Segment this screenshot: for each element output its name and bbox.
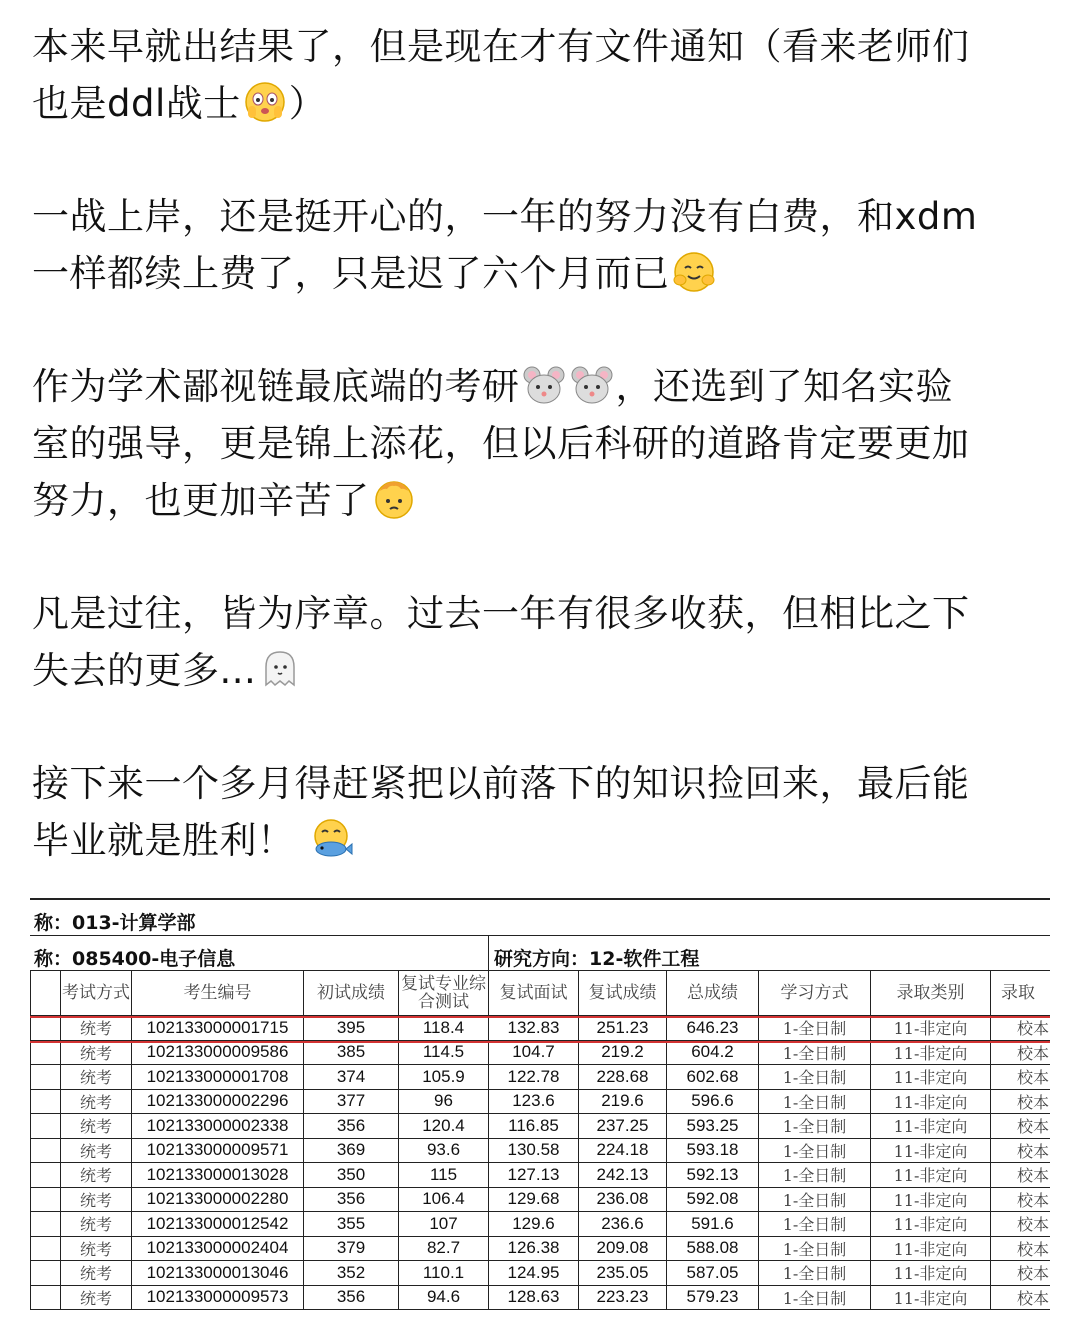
cell-admission: 校本 — [991, 1236, 1051, 1261]
cell-study-mode: 1-全日制 — [759, 1163, 871, 1188]
cell-row-marker — [31, 1089, 61, 1114]
highlight-line-top — [30, 1016, 1050, 1018]
cell-prelim-score: 395 — [304, 1016, 399, 1041]
cell-prelim-score: 356 — [304, 1285, 399, 1310]
cell-exam-type: 统考 — [61, 1163, 132, 1188]
cell-interview-score: 116.85 — [489, 1114, 579, 1139]
cell-admission: 校本 — [991, 1114, 1051, 1139]
col-header-total: 总成绩 — [667, 971, 759, 1016]
paragraph-2-line-2: 一样都续上费了，只是迟了六个月而已 — [32, 252, 670, 295]
cell-total-score: 646.23 — [667, 1016, 759, 1041]
cell-admission-type: 11-非定向 — [871, 1212, 991, 1237]
col-header-prelim-score: 初试成绩 — [304, 971, 399, 1016]
department-name: 称：013-计算学部 — [34, 912, 196, 934]
cell-admission: 校本 — [991, 1285, 1051, 1310]
cell-exam-type: 统考 — [61, 1065, 132, 1090]
cell-admission-type: 11-非定向 — [871, 1187, 991, 1212]
cell-admission-type: 11-非定向 — [871, 1114, 991, 1139]
cell-study-mode: 1-全日制 — [759, 1040, 871, 1065]
cell-prelim-score: 374 — [304, 1065, 399, 1090]
cell-study-mode: 1-全日制 — [759, 1089, 871, 1114]
cell-prelim-score: 369 — [304, 1138, 399, 1163]
paragraph-3-line-1: 作为学术鄙视链最底端的考研 — [32, 365, 520, 408]
paragraph-3 — [32, 358, 1042, 529]
highlight-line-bottom — [30, 1041, 1050, 1043]
cell-retest-score: 237.25 — [579, 1114, 667, 1139]
cell-admission: 校本 — [991, 1138, 1051, 1163]
cell-interview-score: 128.63 — [489, 1285, 579, 1310]
header-split — [488, 935, 489, 970]
cell-admission-type: 11-非定向 — [871, 1261, 991, 1286]
cell-admission: 校本 — [991, 1212, 1051, 1237]
cell-candidate-id: 102133000013046 — [132, 1261, 304, 1286]
cell-retest-score: 236.08 — [579, 1187, 667, 1212]
paragraph-4 — [32, 585, 1042, 699]
cell-candidate-id: 102133000001715 — [132, 1016, 304, 1041]
cell-admission-type: 11-非定向 — [871, 1089, 991, 1114]
cell-interview-score: 132.83 — [489, 1016, 579, 1041]
paragraph-1-line-2: 也是ddl战士 — [32, 82, 241, 125]
cell-row-marker — [31, 1040, 61, 1065]
cell-study-mode: 1-全日制 — [759, 1187, 871, 1212]
cell-total-score: 604.2 — [667, 1040, 759, 1065]
col-header-admission-type: 录取类别 — [871, 971, 991, 1016]
cell-retest-major-score: 93.6 — [399, 1138, 489, 1163]
cell-row-marker — [31, 1065, 61, 1090]
cell-interview-score: 126.38 — [489, 1236, 579, 1261]
table-row — [31, 1212, 1051, 1237]
cell-study-mode: 1-全日制 — [759, 1065, 871, 1090]
cell-candidate-id: 102133000012542 — [132, 1212, 304, 1237]
paragraph-2 — [32, 188, 1042, 302]
cell-retest-major-score: 106.4 — [399, 1187, 489, 1212]
cell-retest-major-score: 115 — [399, 1163, 489, 1188]
cell-exam-type: 统考 — [61, 1138, 132, 1163]
cell-candidate-id: 102133000002280 — [132, 1187, 304, 1212]
post-body — [32, 18, 1042, 925]
table-row — [31, 1114, 1051, 1139]
paragraph-3-line-1-end: ，还选到了知名实验 — [615, 365, 953, 408]
cell-interview-score: 127.13 — [489, 1163, 579, 1188]
cell-exam-type: 统考 — [61, 1261, 132, 1286]
table-row — [31, 1163, 1051, 1188]
cell-interview-score: 124.95 — [489, 1261, 579, 1286]
col-header-retest-score: 复试成绩 — [579, 971, 667, 1016]
cell-prelim-score: 356 — [304, 1114, 399, 1139]
cell-prelim-score: 377 — [304, 1089, 399, 1114]
admission-scores-document — [30, 898, 1050, 1318]
table-header-row — [31, 971, 1051, 1016]
table-row — [31, 1236, 1051, 1261]
cell-study-mode: 1-全日制 — [759, 1016, 871, 1041]
cell-row-marker — [31, 1212, 61, 1237]
worried-emoji-icon — [372, 477, 416, 521]
cell-candidate-id: 102133000009571 — [132, 1138, 304, 1163]
cell-total-score: 593.25 — [667, 1114, 759, 1139]
cell-row-marker — [31, 1138, 61, 1163]
cell-candidate-id: 102133000001708 — [132, 1065, 304, 1090]
hug-emoji-icon — [672, 250, 716, 294]
mouse-emoji-icon-2 — [570, 363, 614, 407]
col-header-blank — [31, 971, 61, 1016]
cell-retest-score: 228.68 — [579, 1065, 667, 1090]
cell-exam-type: 统考 — [61, 1114, 132, 1139]
cell-interview-score: 130.58 — [489, 1138, 579, 1163]
cell-admission: 校本 — [991, 1089, 1051, 1114]
cell-study-mode: 1-全日制 — [759, 1261, 871, 1286]
cell-exam-type: 统考 — [61, 1187, 132, 1212]
cell-admission-type: 11-非定向 — [871, 1236, 991, 1261]
paragraph-3-line-3: 努力，也更加辛苦了 — [32, 479, 370, 522]
cell-study-mode: 1-全日制 — [759, 1236, 871, 1261]
cell-row-marker — [31, 1114, 61, 1139]
cell-admission-type: 11-非定向 — [871, 1163, 991, 1188]
table-row — [31, 1138, 1051, 1163]
fish-emoji-icon — [309, 817, 353, 861]
table-row — [31, 1285, 1051, 1310]
cell-prelim-score: 379 — [304, 1236, 399, 1261]
cell-admission: 校本 — [991, 1261, 1051, 1286]
table-row — [31, 1016, 1051, 1041]
cell-admission: 校本 — [991, 1187, 1051, 1212]
cell-admission: 校本 — [991, 1065, 1051, 1090]
paragraph-5-line-2: 毕业就是胜利！ — [32, 819, 295, 862]
cell-exam-type: 统考 — [61, 1236, 132, 1261]
cell-retest-score: 242.13 — [579, 1163, 667, 1188]
cell-admission-type: 11-非定向 — [871, 1016, 991, 1041]
table-row — [31, 1065, 1051, 1090]
cell-retest-major-score: 120.4 — [399, 1114, 489, 1139]
cell-retest-major-score: 110.1 — [399, 1261, 489, 1286]
cell-study-mode: 1-全日制 — [759, 1114, 871, 1139]
major-name: 称：085400-电子信息 — [34, 948, 236, 970]
col-header-admission: 录取 — [991, 971, 1051, 1016]
cell-retest-major-score: 107 — [399, 1212, 489, 1237]
cell-candidate-id: 102133000002296 — [132, 1089, 304, 1114]
cell-exam-type: 统考 — [61, 1285, 132, 1310]
cell-retest-score: 236.6 — [579, 1212, 667, 1237]
cell-candidate-id: 102133000002404 — [132, 1236, 304, 1261]
cell-prelim-score: 352 — [304, 1261, 399, 1286]
cell-retest-major-score: 94.6 — [399, 1285, 489, 1310]
cell-prelim-score: 356 — [304, 1187, 399, 1212]
cell-candidate-id: 102133000002338 — [132, 1114, 304, 1139]
ghost-emoji-icon — [258, 647, 302, 691]
cell-total-score: 588.08 — [667, 1236, 759, 1261]
paragraph-1-line-2-end: ） — [288, 82, 327, 125]
cell-exam-type: 统考 — [61, 1089, 132, 1114]
paragraph-1 — [32, 18, 1042, 132]
paragraph-2-line-1: 一战上岸，还是挺开心的，一年的努力没有白费，和xdm — [32, 195, 978, 238]
col-header-interview: 复试面试 — [489, 971, 579, 1016]
cell-admission-type: 11-非定向 — [871, 1040, 991, 1065]
cell-admission-type: 11-非定向 — [871, 1065, 991, 1090]
paragraph-4-line-1: 凡是过往，皆为序章。过去一年有很多收获，但相比之下 — [32, 592, 970, 635]
cell-retest-score: 209.08 — [579, 1236, 667, 1261]
facepalm-emoji-icon — [243, 80, 287, 124]
mouse-emoji-icon — [522, 363, 566, 407]
cell-retest-score: 251.23 — [579, 1016, 667, 1041]
col-header-retest-major: 复试专业综合测试 — [399, 971, 489, 1016]
table-row — [31, 1040, 1051, 1065]
cell-study-mode: 1-全日制 — [759, 1285, 871, 1310]
cell-retest-major-score: 82.7 — [399, 1236, 489, 1261]
cell-total-score: 579.23 — [667, 1285, 759, 1310]
paragraph-1-line-1: 本来早就出结果了，但是现在才有文件通知（看来老师们 — [32, 25, 970, 68]
scores-table — [30, 970, 1050, 1310]
paragraph-3-line-2: 室的强导，更是锦上添花，但以后科研的道路肯定要更加 — [32, 422, 970, 465]
cell-interview-score: 123.6 — [489, 1089, 579, 1114]
cell-admission: 校本 — [991, 1040, 1051, 1065]
cell-exam-type: 统考 — [61, 1212, 132, 1237]
cell-prelim-score: 355 — [304, 1212, 399, 1237]
cell-retest-major-score: 105.9 — [399, 1065, 489, 1090]
cell-candidate-id: 102133000009573 — [132, 1285, 304, 1310]
cell-exam-type: 统考 — [61, 1040, 132, 1065]
cell-prelim-score: 385 — [304, 1040, 399, 1065]
cell-total-score: 587.05 — [667, 1261, 759, 1286]
cell-total-score: 592.08 — [667, 1187, 759, 1212]
cell-study-mode: 1-全日制 — [759, 1212, 871, 1237]
cell-admission: 校本 — [991, 1016, 1051, 1041]
header-rule-1 — [30, 935, 1050, 936]
paragraph-5 — [32, 755, 1042, 869]
cell-retest-score: 224.18 — [579, 1138, 667, 1163]
paragraph-5-line-1: 接下来一个多月得赶紧把以前落下的知识捡回来，最后能 — [32, 762, 970, 805]
cell-prelim-score: 350 — [304, 1163, 399, 1188]
cell-retest-score: 223.23 — [579, 1285, 667, 1310]
cell-total-score: 592.13 — [667, 1163, 759, 1188]
research-direction: 研究方向：12-软件工程 — [494, 948, 700, 970]
col-header-exam-type: 考试方式 — [61, 971, 132, 1016]
cell-row-marker — [31, 1261, 61, 1286]
cell-row-marker — [31, 1163, 61, 1188]
col-header-candidate-id: 考生编号 — [132, 971, 304, 1016]
cell-retest-major-score: 114.5 — [399, 1040, 489, 1065]
cell-interview-score: 122.78 — [489, 1065, 579, 1090]
cell-row-marker — [31, 1236, 61, 1261]
cell-total-score: 602.68 — [667, 1065, 759, 1090]
paragraph-4-line-2: 失去的更多... — [32, 649, 257, 692]
cell-row-marker — [31, 1187, 61, 1212]
cell-row-marker — [31, 1016, 61, 1041]
cell-row-marker — [31, 1285, 61, 1310]
table-row — [31, 1187, 1051, 1212]
cell-admission-type: 11-非定向 — [871, 1138, 991, 1163]
cell-candidate-id: 102133000013028 — [132, 1163, 304, 1188]
cell-admission-type: 11-非定向 — [871, 1285, 991, 1310]
cell-total-score: 596.6 — [667, 1089, 759, 1114]
cell-retest-score: 219.2 — [579, 1040, 667, 1065]
cell-total-score: 591.6 — [667, 1212, 759, 1237]
cell-interview-score: 129.68 — [489, 1187, 579, 1212]
cell-total-score: 593.18 — [667, 1138, 759, 1163]
cell-interview-score: 104.7 — [489, 1040, 579, 1065]
col-header-study-mode: 学习方式 — [759, 971, 871, 1016]
cell-retest-major-score: 118.4 — [399, 1016, 489, 1041]
cell-retest-score: 219.6 — [579, 1089, 667, 1114]
cell-interview-score: 129.6 — [489, 1212, 579, 1237]
document-top-rule — [30, 898, 1050, 900]
cell-study-mode: 1-全日制 — [759, 1138, 871, 1163]
cell-admission: 校本 — [991, 1163, 1051, 1188]
cell-retest-score: 235.05 — [579, 1261, 667, 1286]
cell-exam-type: 统考 — [61, 1016, 132, 1041]
cell-candidate-id: 102133000009586 — [132, 1040, 304, 1065]
table-row — [31, 1261, 1051, 1286]
cell-retest-major-score: 96 — [399, 1089, 489, 1114]
table-row — [31, 1089, 1051, 1114]
